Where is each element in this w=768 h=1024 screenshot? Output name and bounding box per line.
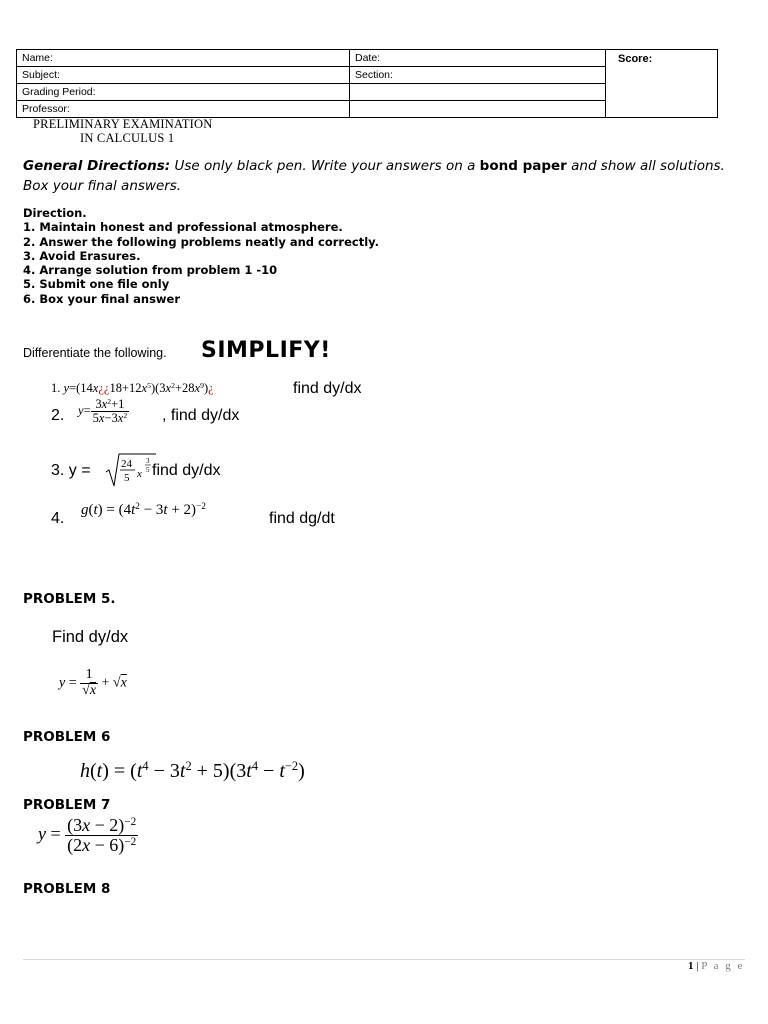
section-field-label: Section: bbox=[350, 67, 606, 84]
problem-2-find: , find dy/dx bbox=[162, 407, 240, 424]
general-directions-label: General Directions: bbox=[23, 158, 171, 174]
date-field-label: Date: bbox=[350, 50, 606, 67]
score-field-label: Score: bbox=[618, 53, 653, 65]
grading-period-field-label: Grading Period: bbox=[17, 84, 350, 101]
svg-text:5: 5 bbox=[124, 472, 130, 484]
direction-heading: Direction. bbox=[23, 206, 87, 220]
name-field-label: Name: bbox=[17, 50, 350, 67]
problem-4-find: find dg/dt bbox=[269, 510, 335, 527]
problem-5-equation: y = $\frac{1}{√x}$ + √x bbox=[59, 667, 127, 698]
general-directions-text: Use only black pen. Write your answers on a bbox=[170, 158, 480, 174]
svg-text:x: x bbox=[137, 468, 142, 480]
footer-divider bbox=[23, 959, 745, 960]
subject-field-label: Subject: bbox=[17, 67, 350, 84]
direction-item: 4. Arrange solution from problem 1 -10 bbox=[23, 263, 278, 278]
bond-paper-text: bond paper bbox=[479, 158, 567, 174]
exam-title: PRELIMINARY EXAMINATION bbox=[33, 117, 213, 131]
problem-7-label: PROBLEM 7 bbox=[23, 797, 111, 813]
problem-8-label: PROBLEM 8 bbox=[23, 881, 111, 897]
radical-sign-icon bbox=[104, 452, 156, 488]
direction-item: 6. Box your final answer bbox=[23, 291, 181, 306]
general-directions-text: Box your final answers. bbox=[23, 178, 182, 194]
direction-item: 2. Answer the following problems neatly and correctly. bbox=[23, 234, 379, 249]
problem-4-equation: $g(t) = (4t^2 - 3t + 2)^{-2}$ bbox=[81, 501, 206, 518]
page-footer bbox=[688, 960, 744, 972]
problem-5-label: PROBLEM 5. bbox=[23, 591, 116, 607]
problem-3-prefix: 3. y = bbox=[51, 462, 91, 479]
professor-field-label: Professor: bbox=[17, 101, 350, 118]
problem-6-equation: $h(t) = (t^4 - 3t^2 + 5)(3t^4 - t^{-2})$ bbox=[80, 759, 305, 782]
svg-text:5: 5 bbox=[146, 466, 150, 474]
direction-list bbox=[23, 206, 379, 306]
problem-3-find: find dy/dx bbox=[152, 462, 221, 479]
problem-7-equation: y = $\frac{(3x - 2)^{-2}}{(2x - 6)^{-2}}$ bbox=[38, 815, 137, 855]
direction-item: 3. Avoid Erasures. bbox=[23, 248, 141, 263]
problem-1-find: find dy/dx bbox=[293, 380, 362, 397]
page-separator: | bbox=[696, 960, 699, 972]
problem-6-label: PROBLEM 6 bbox=[23, 729, 111, 745]
empty-cell bbox=[350, 84, 606, 101]
direction-item: 1. Maintain honest and professional atmosphere. bbox=[23, 220, 343, 235]
page-number: 1 bbox=[688, 960, 694, 972]
simplify-heading: SIMPLIFY! bbox=[201, 338, 331, 363]
problem-2-equation: y= $\frac{3x^2+1}{5x-3x^2}$ bbox=[78, 396, 128, 426]
svg-text:24: 24 bbox=[121, 458, 132, 470]
general-directions-text: and show all solutions. bbox=[566, 158, 725, 174]
differentiate-instruction: Differentiate the following. bbox=[23, 346, 167, 360]
general-directions bbox=[23, 156, 743, 196]
problem-2-number: 2. bbox=[51, 407, 65, 424]
problem-3-radical bbox=[104, 452, 156, 488]
problem-1-equation: 1. $y=(14x¿¿18+12x^5)(3x^2+28x^9)¿$ bbox=[51, 380, 214, 395]
header-table bbox=[16, 49, 718, 118]
problem-4-number: 4. bbox=[51, 510, 65, 527]
svg-text:3: 3 bbox=[146, 457, 150, 465]
page-word: P a g e bbox=[701, 960, 745, 972]
exam-subtitle: IN CALCULUS 1 bbox=[80, 131, 175, 145]
problem-5-find: Find dy/dx bbox=[52, 628, 129, 646]
empty-cell bbox=[350, 101, 606, 118]
direction-item: 5. Submit one file only bbox=[23, 277, 170, 292]
